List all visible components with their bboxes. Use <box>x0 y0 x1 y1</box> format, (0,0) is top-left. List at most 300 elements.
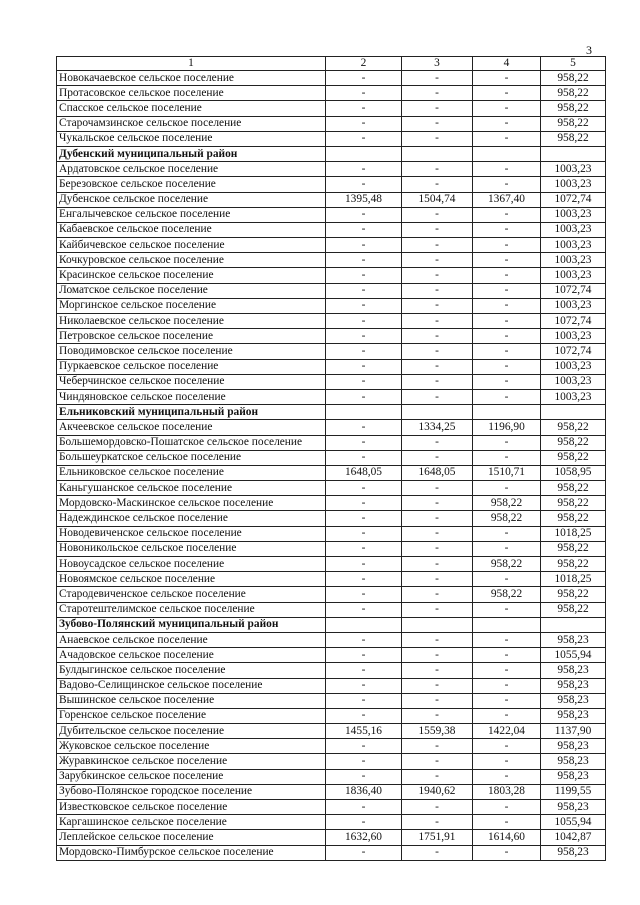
value-col-5: 1042,87 <box>541 830 606 845</box>
district-header-row <box>57 146 606 161</box>
value-col-2: - <box>326 222 402 237</box>
value-col-3: - <box>402 86 473 101</box>
value-col-2: - <box>326 116 402 131</box>
value-col-3: - <box>402 207 473 222</box>
table-row <box>57 435 606 450</box>
table-row <box>57 830 606 845</box>
value-col-3: - <box>402 602 473 617</box>
table-row <box>57 769 606 784</box>
table-row <box>57 587 606 602</box>
value-col-4: - <box>473 602 541 617</box>
value-col-5: 958,23 <box>541 678 606 693</box>
settlement-name: Новоямское сельское поселение <box>57 572 326 587</box>
value-col-5: 958,22 <box>541 481 606 496</box>
settlement-name: Новоусадское сельское поселение <box>57 557 326 572</box>
value-col-3: - <box>402 283 473 298</box>
table-row <box>57 481 606 496</box>
value-col-5: 1003,23 <box>541 359 606 374</box>
settlement-name: Большеуркатское сельское поселение <box>57 450 326 465</box>
settlement-name: Ардатовское сельское поселение <box>57 162 326 177</box>
value-col-3: - <box>402 177 473 192</box>
settlement-name: Чиндяновское сельское поселение <box>57 389 326 404</box>
value-col-3: - <box>402 359 473 374</box>
value-col-3: - <box>402 678 473 693</box>
value-col-3: - <box>402 481 473 496</box>
value-col-2: - <box>326 389 402 404</box>
value-col-4: 958,22 <box>473 557 541 572</box>
value-col-3 <box>402 617 473 632</box>
value-col-5: 1003,23 <box>541 177 606 192</box>
value-col-4: - <box>473 663 541 678</box>
settlement-name: Леплейское сельское поселение <box>57 830 326 845</box>
value-col-2: - <box>326 374 402 389</box>
settlement-name: Моргинское сельское поселение <box>57 298 326 313</box>
table-row <box>57 739 606 754</box>
value-col-4: - <box>473 526 541 541</box>
settlement-name: Петровское сельское поселение <box>57 329 326 344</box>
value-col-5: 1003,23 <box>541 207 606 222</box>
value-col-2: - <box>326 207 402 222</box>
table-row <box>57 541 606 556</box>
value-col-5 <box>541 617 606 632</box>
value-col-2: 1836,40 <box>326 784 402 799</box>
value-col-2: - <box>326 420 402 435</box>
value-col-2 <box>326 146 402 161</box>
value-col-5: 1003,23 <box>541 389 606 404</box>
value-col-2: - <box>326 481 402 496</box>
value-col-3: - <box>402 572 473 587</box>
value-col-3: 1334,25 <box>402 420 473 435</box>
value-col-3: - <box>402 374 473 389</box>
value-col-2: - <box>326 511 402 526</box>
table-row <box>57 374 606 389</box>
table-row <box>57 283 606 298</box>
settlement-name: Кабаевское сельское поселение <box>57 222 326 237</box>
value-col-3: - <box>402 557 473 572</box>
value-col-3: - <box>402 314 473 329</box>
table-row <box>57 238 606 253</box>
value-col-2: - <box>326 86 402 101</box>
settlement-name: Новокачаевское сельское поселение <box>57 71 326 86</box>
value-col-3: - <box>402 739 473 754</box>
table-row <box>57 162 606 177</box>
value-col-4: - <box>473 678 541 693</box>
value-col-5: 958,23 <box>541 754 606 769</box>
value-col-4: - <box>473 632 541 647</box>
value-col-3: - <box>402 708 473 723</box>
value-col-4: - <box>473 845 541 860</box>
value-col-4 <box>473 617 541 632</box>
value-col-5: 1072,74 <box>541 283 606 298</box>
table-row <box>57 648 606 663</box>
settlement-name: Протасовское сельское поселение <box>57 86 326 101</box>
value-col-3: - <box>402 754 473 769</box>
value-col-5: 958,23 <box>541 632 606 647</box>
settlement-name: Старотештелимское сельское поселение <box>57 602 326 617</box>
value-col-5: 1003,23 <box>541 329 606 344</box>
value-col-2: 1632,60 <box>326 830 402 845</box>
value-col-2: - <box>326 708 402 723</box>
value-col-4: - <box>473 693 541 708</box>
value-col-4: 1614,60 <box>473 830 541 845</box>
table-row <box>57 86 606 101</box>
value-col-5: 958,22 <box>541 86 606 101</box>
table-row <box>57 192 606 207</box>
value-col-3: - <box>402 435 473 450</box>
settlement-name: Каньгушанское сельское поселение <box>57 481 326 496</box>
settlement-name: Каргашинское сельское поселение <box>57 815 326 830</box>
value-col-2 <box>326 617 402 632</box>
value-col-4: 1196,90 <box>473 420 541 435</box>
table-row <box>57 268 606 283</box>
value-col-4: - <box>473 739 541 754</box>
settlement-name: Зарубкинское сельское поселение <box>57 769 326 784</box>
settlement-name: Новодевиченское сельское поселение <box>57 526 326 541</box>
value-col-4: - <box>473 344 541 359</box>
settlement-name: Чеберчинское сельское поселение <box>57 374 326 389</box>
value-col-3: - <box>402 238 473 253</box>
value-col-4: - <box>473 222 541 237</box>
settlement-name: Спасское сельское поселение <box>57 101 326 116</box>
value-col-3: - <box>402 71 473 86</box>
value-col-4: - <box>473 359 541 374</box>
settlement-name: Николаевское сельское поселение <box>57 314 326 329</box>
settlement-name: Зубово-Полянский муниципальный район <box>57 617 326 632</box>
value-col-2: - <box>326 678 402 693</box>
value-col-2: - <box>326 71 402 86</box>
value-col-4: - <box>473 268 541 283</box>
value-col-4: - <box>473 131 541 146</box>
value-col-4: - <box>473 374 541 389</box>
table-row <box>57 222 606 237</box>
table-row <box>57 329 606 344</box>
table-row <box>57 101 606 116</box>
value-col-5: 958,22 <box>541 587 606 602</box>
value-col-3: 1940,62 <box>402 784 473 799</box>
settlement-name: Жуковское сельское поселение <box>57 739 326 754</box>
value-col-2: - <box>326 632 402 647</box>
value-col-5: 1072,74 <box>541 192 606 207</box>
value-col-4: - <box>473 238 541 253</box>
header-row <box>57 57 606 71</box>
value-col-3: - <box>402 450 473 465</box>
settlement-name: Енгалычевское сельское поселение <box>57 207 326 222</box>
value-col-3: - <box>402 648 473 663</box>
settlement-name: Известковское сельское поселение <box>57 800 326 815</box>
value-col-5: 958,23 <box>541 739 606 754</box>
value-col-3: - <box>402 800 473 815</box>
table-row <box>57 450 606 465</box>
table-row <box>57 526 606 541</box>
table-row <box>57 359 606 374</box>
value-col-2 <box>326 405 402 420</box>
value-col-2: - <box>326 663 402 678</box>
settlement-name: Ачадовское сельское поселение <box>57 648 326 663</box>
value-col-2: - <box>326 800 402 815</box>
value-col-5: 1055,94 <box>541 648 606 663</box>
value-col-2: - <box>326 648 402 663</box>
value-col-5: 958,23 <box>541 769 606 784</box>
value-col-4: 958,22 <box>473 496 541 511</box>
table-row <box>57 465 606 480</box>
value-col-5: 958,22 <box>541 131 606 146</box>
value-col-4: - <box>473 572 541 587</box>
table-row <box>57 131 606 146</box>
value-col-3: - <box>402 769 473 784</box>
value-col-3: - <box>402 693 473 708</box>
value-col-2: - <box>326 769 402 784</box>
settlement-name: Чукальское сельское поселение <box>57 131 326 146</box>
column-header-2: 2 <box>326 57 402 71</box>
value-col-2: - <box>326 754 402 769</box>
value-col-2: 1455,16 <box>326 724 402 739</box>
table-row <box>57 496 606 511</box>
settlement-name: Мордовско-Пимбурское сельское поселение <box>57 845 326 860</box>
value-col-3 <box>402 405 473 420</box>
value-col-4: - <box>473 815 541 830</box>
table-row <box>57 784 606 799</box>
value-col-3: - <box>402 526 473 541</box>
value-col-5 <box>541 146 606 161</box>
value-col-2: - <box>326 314 402 329</box>
table-row <box>57 602 606 617</box>
settlement-name: Кайбичевское сельское поселение <box>57 238 326 253</box>
settlement-name: Надеждинское сельское поселение <box>57 511 326 526</box>
value-col-5: 1018,25 <box>541 572 606 587</box>
value-col-5: 958,23 <box>541 693 606 708</box>
value-col-3: - <box>402 815 473 830</box>
value-col-4: - <box>473 314 541 329</box>
value-col-3: - <box>402 329 473 344</box>
settlement-name: Дубительское сельское поселение <box>57 724 326 739</box>
settlement-name: Большемордовско-Пошатское сельское поселение <box>57 435 326 450</box>
value-col-2: - <box>326 162 402 177</box>
value-col-2: - <box>326 557 402 572</box>
settlement-name: Ельниковское сельское поселение <box>57 465 326 480</box>
value-col-3: - <box>402 389 473 404</box>
value-col-3: - <box>402 663 473 678</box>
table-row <box>57 71 606 86</box>
district-header-row <box>57 405 606 420</box>
value-col-2: - <box>326 815 402 830</box>
value-col-2: - <box>326 572 402 587</box>
value-col-4: - <box>473 450 541 465</box>
value-col-4: 958,22 <box>473 511 541 526</box>
value-col-4: - <box>473 116 541 131</box>
value-col-5: 1003,23 <box>541 268 606 283</box>
value-col-4: - <box>473 253 541 268</box>
value-col-3: - <box>402 298 473 313</box>
table-row <box>57 511 606 526</box>
table-row <box>57 177 606 192</box>
value-col-5: 958,22 <box>541 511 606 526</box>
value-col-5: 1137,90 <box>541 724 606 739</box>
table-row <box>57 389 606 404</box>
value-col-5 <box>541 405 606 420</box>
value-col-4: 958,22 <box>473 587 541 602</box>
value-col-5: 1055,94 <box>541 815 606 830</box>
value-col-4: - <box>473 207 541 222</box>
table-row <box>57 420 606 435</box>
settlement-name: Журавкинское сельское поселение <box>57 754 326 769</box>
settlement-name: Пуркаевское сельское поселение <box>57 359 326 374</box>
value-col-2: - <box>326 298 402 313</box>
settlement-name: Вышинское сельское поселение <box>57 693 326 708</box>
value-col-4: - <box>473 298 541 313</box>
value-col-3: - <box>402 496 473 511</box>
table-row <box>57 253 606 268</box>
value-col-4: 1510,71 <box>473 465 541 480</box>
page-number: 3 <box>586 43 592 57</box>
value-col-5: 958,23 <box>541 708 606 723</box>
value-col-4: - <box>473 541 541 556</box>
value-col-3: - <box>402 541 473 556</box>
value-col-2: - <box>326 526 402 541</box>
value-col-5: 958,23 <box>541 845 606 860</box>
value-col-3: - <box>402 511 473 526</box>
value-col-3: - <box>402 845 473 860</box>
value-col-3: - <box>402 344 473 359</box>
value-col-2: - <box>326 283 402 298</box>
value-col-5: 1003,23 <box>541 253 606 268</box>
table-row <box>57 800 606 815</box>
settlement-name: Поводимовское сельское поселение <box>57 344 326 359</box>
settlement-name: Кочкуровское сельское поселение <box>57 253 326 268</box>
value-col-4: - <box>473 481 541 496</box>
value-col-2: - <box>326 739 402 754</box>
value-col-2: - <box>326 450 402 465</box>
settlement-name: Новоникольское сельское поселение <box>57 541 326 556</box>
value-col-4: - <box>473 329 541 344</box>
table-row <box>57 845 606 860</box>
value-col-5: 958,22 <box>541 116 606 131</box>
value-col-4: 1367,40 <box>473 192 541 207</box>
value-col-5: 1199,55 <box>541 784 606 799</box>
table-row <box>57 754 606 769</box>
value-col-5: 1003,23 <box>541 222 606 237</box>
settlement-name: Дубенское сельское поселение <box>57 192 326 207</box>
value-col-4: - <box>473 101 541 116</box>
settlement-name: Мордовско-Маскинское сельское поселение <box>57 496 326 511</box>
value-col-2: - <box>326 541 402 556</box>
table-body <box>57 57 606 861</box>
value-col-3: - <box>402 101 473 116</box>
value-col-4: - <box>473 86 541 101</box>
column-header-4: 4 <box>473 57 541 71</box>
value-col-4: 1422,04 <box>473 724 541 739</box>
value-col-2: - <box>326 435 402 450</box>
column-header-3: 3 <box>402 57 473 71</box>
value-col-5: 958,23 <box>541 800 606 815</box>
column-header-5: 5 <box>541 57 606 71</box>
settlement-name: Булдыгинское сельское поселение <box>57 663 326 678</box>
settlement-name: Старочамзинское сельское поселение <box>57 116 326 131</box>
district-header-row <box>57 617 606 632</box>
table-row <box>57 207 606 222</box>
value-col-5: 958,22 <box>541 602 606 617</box>
value-col-3: - <box>402 632 473 647</box>
value-col-4: - <box>473 283 541 298</box>
value-col-2: - <box>326 359 402 374</box>
value-col-3: 1751,91 <box>402 830 473 845</box>
value-col-4: - <box>473 389 541 404</box>
table-row <box>57 116 606 131</box>
value-col-5: 1003,23 <box>541 374 606 389</box>
value-col-5: 1072,74 <box>541 344 606 359</box>
tariff-table <box>56 56 606 861</box>
value-col-5: 958,22 <box>541 450 606 465</box>
value-col-5: 958,22 <box>541 420 606 435</box>
value-col-4: - <box>473 769 541 784</box>
value-col-5: 958,22 <box>541 557 606 572</box>
value-col-4: - <box>473 648 541 663</box>
value-col-2: - <box>326 587 402 602</box>
value-col-2: - <box>326 253 402 268</box>
settlement-name: Анаевское сельское поселение <box>57 632 326 647</box>
settlement-name: Акчеевское сельское поселение <box>57 420 326 435</box>
value-col-5: 1003,23 <box>541 238 606 253</box>
table-row <box>57 572 606 587</box>
value-col-3: - <box>402 268 473 283</box>
table-row <box>57 632 606 647</box>
value-col-5: 1058,95 <box>541 465 606 480</box>
value-col-2: - <box>326 693 402 708</box>
value-col-2: - <box>326 101 402 116</box>
settlement-name: Горенское сельское поселение <box>57 708 326 723</box>
value-col-3: - <box>402 116 473 131</box>
value-col-2: - <box>326 177 402 192</box>
value-col-5: 1003,23 <box>541 298 606 313</box>
value-col-3 <box>402 146 473 161</box>
table-row <box>57 344 606 359</box>
value-col-2: - <box>326 344 402 359</box>
value-col-4 <box>473 146 541 161</box>
value-col-3: - <box>402 587 473 602</box>
value-col-3: - <box>402 253 473 268</box>
value-col-5: 958,22 <box>541 541 606 556</box>
value-col-4: 1803,28 <box>473 784 541 799</box>
table-row <box>57 724 606 739</box>
value-col-5: 1003,23 <box>541 162 606 177</box>
table-row <box>57 693 606 708</box>
value-col-4: - <box>473 800 541 815</box>
value-col-2: 1395,48 <box>326 192 402 207</box>
value-col-5: 958,23 <box>541 663 606 678</box>
table-row <box>57 298 606 313</box>
value-col-4: - <box>473 71 541 86</box>
value-col-3: - <box>402 162 473 177</box>
value-col-4 <box>473 405 541 420</box>
value-col-5: 1018,25 <box>541 526 606 541</box>
table-row <box>57 708 606 723</box>
settlement-name: Дубенский муниципальный район <box>57 146 326 161</box>
settlement-name: Зубово-Полянское городское поселение <box>57 784 326 799</box>
value-col-3: - <box>402 222 473 237</box>
value-col-2: - <box>326 845 402 860</box>
settlement-name: Вадово-Селищинское сельское поселение <box>57 678 326 693</box>
value-col-2: - <box>326 496 402 511</box>
table-row <box>57 663 606 678</box>
settlement-name: Стародевиченское сельское поселение <box>57 587 326 602</box>
value-col-2: - <box>326 238 402 253</box>
value-col-5: 958,22 <box>541 71 606 86</box>
value-col-4: - <box>473 435 541 450</box>
value-col-4: - <box>473 177 541 192</box>
value-col-2: - <box>326 329 402 344</box>
value-col-3: - <box>402 131 473 146</box>
table-row <box>57 678 606 693</box>
value-col-5: 958,22 <box>541 435 606 450</box>
